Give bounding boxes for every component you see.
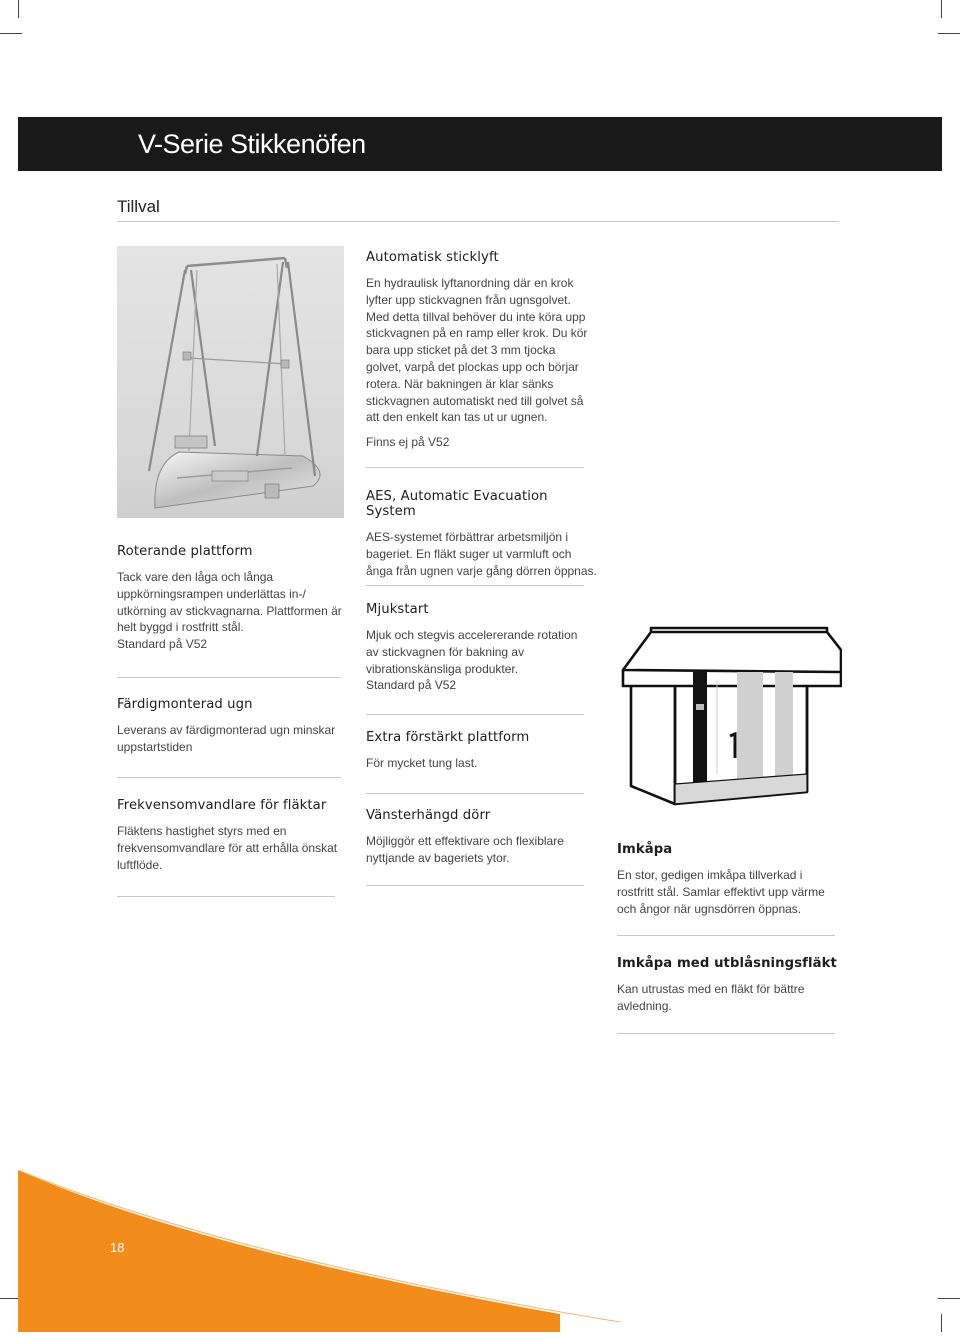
option-body: Leverans av färdigmonterad ugn minskar uppstartstiden [117, 723, 336, 754]
option-title: Extra förstärkt plattform [366, 730, 530, 745]
option-note: Standard på V52 [366, 678, 457, 693]
option-aes [366, 489, 598, 579]
header-banner [18, 117, 942, 171]
option-imkapa-flakt [617, 956, 839, 1015]
divider [117, 221, 839, 222]
option-title: Färdigmonterad ugn [117, 697, 253, 712]
option-body: Tack vare den låga och långa uppkörningsrampen underlättas in-/ utkörning av stickvagnarna. Plattformen är helt byggd i rostfritt stål. [117, 570, 342, 635]
option-title: AES, Automatic Evacuation System [366, 489, 548, 519]
divider [617, 935, 835, 936]
divider [617, 1033, 835, 1034]
option-title: Frekvensomvandlare för fläktar [117, 798, 327, 813]
option-extra [366, 730, 588, 772]
divider [117, 677, 341, 678]
divider [366, 885, 584, 886]
divider [117, 896, 335, 897]
option-body: En hydraulisk lyftanordning där en krok lyfter upp stickvagnen från ugnsgolvet. Med detta tillval behöver du inte köra upp stickvagnen på en ramp eller krok. Du kör bara upp sticket på det 3 mm tjocka golvet, varpå det plockas upp och börjar rotera. När bakningen är klar sänks stickvagnen automatiskt ned till golvet så att den enkelt kan tas ut ur ugnen. [366, 276, 588, 425]
option-frekvens [117, 798, 343, 873]
option-body: Kan utrustas med en fläkt för bättre avledning. [617, 982, 805, 1013]
crop-mark [18, 0, 19, 18]
page-title: V-Serie Stikkenöfen [138, 129, 366, 159]
option-note: Standard på V52 [117, 637, 208, 652]
option-mjukstart [366, 602, 588, 694]
option-body: Möjliggör ett effektivare och flexiblare nyttjande av bageriets ytor. [366, 834, 564, 865]
page-number: 18 [110, 1240, 125, 1255]
option-body: Fläktens hastighet styrs med en frekvensomvandlare för att erhålla önskat luftflöde. [117, 824, 338, 872]
option-body: För mycket tung last. [366, 756, 478, 770]
option-title: Roterande plattform [117, 544, 253, 559]
option-sticklyft [366, 250, 588, 451]
option-title: Imkåpa med utblåsningsfläkt [617, 956, 837, 971]
option-body: Mjuk och stegvis accelererande rotation av stickvagnen för bakning av vibrationskänsliga produkter. [366, 628, 578, 676]
footer-accent [0, 1170, 960, 1332]
option-title: Vänsterhängd dörr [366, 808, 491, 823]
option-body: En stor, gedigen imkåpa tillverkad i rostfritt stål. Samlar effektivt upp värme och ångor när ugnsdörren öppnas. [617, 868, 825, 916]
option-body: AES-systemet förbättrar arbetsmiljön i bageriet. En fläkt suger ut varmluft och ånga från ugnen varje gång dörren öppnas. [366, 530, 597, 578]
option-fardigmonterad [117, 697, 343, 756]
divider [366, 714, 584, 715]
option-roterande [117, 544, 343, 653]
oven-hood-illustration [617, 624, 842, 819]
sticklyft-photo [117, 246, 344, 518]
crop-mark [938, 33, 960, 34]
option-vanster [366, 808, 588, 867]
option-imkapa [617, 842, 839, 917]
divider [117, 777, 341, 778]
option-title: Imkåpa [617, 842, 673, 857]
option-title: Mjukstart [366, 602, 429, 617]
crop-mark [941, 0, 942, 18]
option-note: Finns ej på V52 [366, 435, 450, 450]
divider [366, 467, 584, 468]
divider [366, 585, 584, 586]
crop-mark [0, 33, 22, 34]
divider [366, 793, 584, 794]
section-title: Tillval [117, 197, 160, 216]
option-title: Automatisk sticklyft [366, 250, 499, 265]
